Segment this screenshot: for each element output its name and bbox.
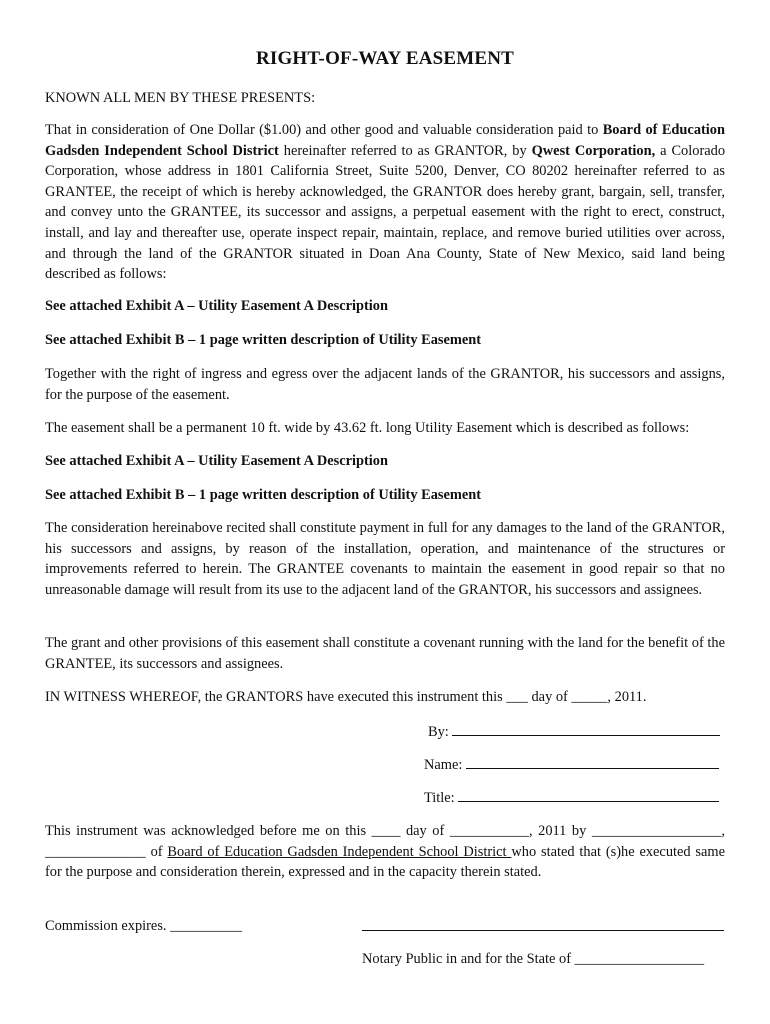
grantee-name: Qwest Corporation, [531, 142, 656, 159]
name-signature-line[interactable] [424, 754, 719, 775]
notary-public-label: Notary Public in and for the State of __________________ [362, 951, 705, 967]
name-blank [466, 754, 719, 769]
title-blank [458, 787, 719, 802]
title-label: Title: [424, 790, 455, 806]
consideration-text-c: a Colorado Corporation, whose address in 1801 California Street, Suite 5200, Denver, CO 80202 hereinafter referred to as GRANTEE, the receipt of which is hereby acknowledged, the GRANTOR does hereby grant, bargain, sell, transfer, and convey unto the GRANTEE, its successor and assigns, a perpetual easement with the right to erect, construct, install, and lay and thereafter use, operate inspect repair, maintain, replace, and remove buried utilities over across, and through the land of the GRANTOR situated in Doan Ana County, State of New Mexico, said land being described as follows: [45, 142, 726, 283]
exhibit-a-reference-2: See attached Exhibit A – Utility Easement A Description [45, 453, 388, 469]
consideration-paragraph [45, 120, 725, 285]
exhibit-b-reference: See attached Exhibit B – 1 page written description of Utility Easement [45, 332, 482, 348]
known-all-men: KNOWN ALL MEN BY THESE PRESENTS: [45, 90, 316, 106]
acknowledgment-organization: Board of Education Gadsden Independent School District [167, 843, 512, 860]
grantor-name: Board of Education Gadsden Independent School District [45, 122, 725, 159]
acknowledgment-paragraph [45, 821, 725, 883]
notary-signature-blank [362, 916, 724, 931]
ingress-egress-paragraph: Together with the right of ingress and egress over the adjacent lands of the GRANTOR, his successors and assigns, for the purpose of the easement. [45, 366, 725, 403]
title-signature-line[interactable] [424, 787, 719, 808]
easement-size-paragraph: The easement shall be a permanent 10 ft. wide by 43.62 ft. long Utility Easement which is described as follows: [45, 420, 690, 436]
name-label: Name: [424, 757, 463, 773]
by-blank [452, 721, 720, 736]
acknowledgment-text-a: This instrument was acknowledged before me on this ____ day of ___________, 2011 by __________________, ______________ of [45, 823, 725, 860]
consideration-text-a: That in consideration of One Dollar ($1.00) and other good and valuable consideration paid to [45, 122, 603, 138]
by-label: By: [428, 724, 449, 740]
consideration-text-b: hereinafter referred to as GRANTOR, by [278, 142, 532, 159]
damages-paragraph: The consideration hereinabove recited shall constitute payment in full for any damages to the land of the GRANTOR, his successors and assigns, by reason of the installation, operation, and maintenance of the structures or improvements referred to herein. The GRANTEE covenants to maintain the easement in good repair so that no unreasonable damage will result from its use to the adjacent land of the GRANTOR, his successors and assignees. [45, 520, 725, 598]
by-signature-line[interactable] [428, 721, 720, 742]
notary-signature-line[interactable] [362, 916, 724, 937]
witness-statement: IN WITNESS WHEREOF, the GRANTORS have executed this instrument this ___ day of _____, 2011. [45, 689, 647, 705]
page-title: RIGHT-OF-WAY EASEMENT [255, 48, 515, 69]
exhibit-a-reference: See attached Exhibit A – Utility Easement A Description [45, 298, 388, 314]
exhibit-b-reference-2: See attached Exhibit B – 1 page written description of Utility Easement [45, 487, 482, 503]
covenant-paragraph: The grant and other provisions of this easement shall constitute a covenant running with the land for the benefit of the GRANTEE, its successors and assignees. [45, 635, 725, 672]
acknowledgment-text-b: who stated that (s)he executed same for the purpose and consideration therein, expressed and in the capacity therein stated. [45, 843, 725, 881]
commission-expires: Commission expires. __________ [45, 918, 243, 934]
